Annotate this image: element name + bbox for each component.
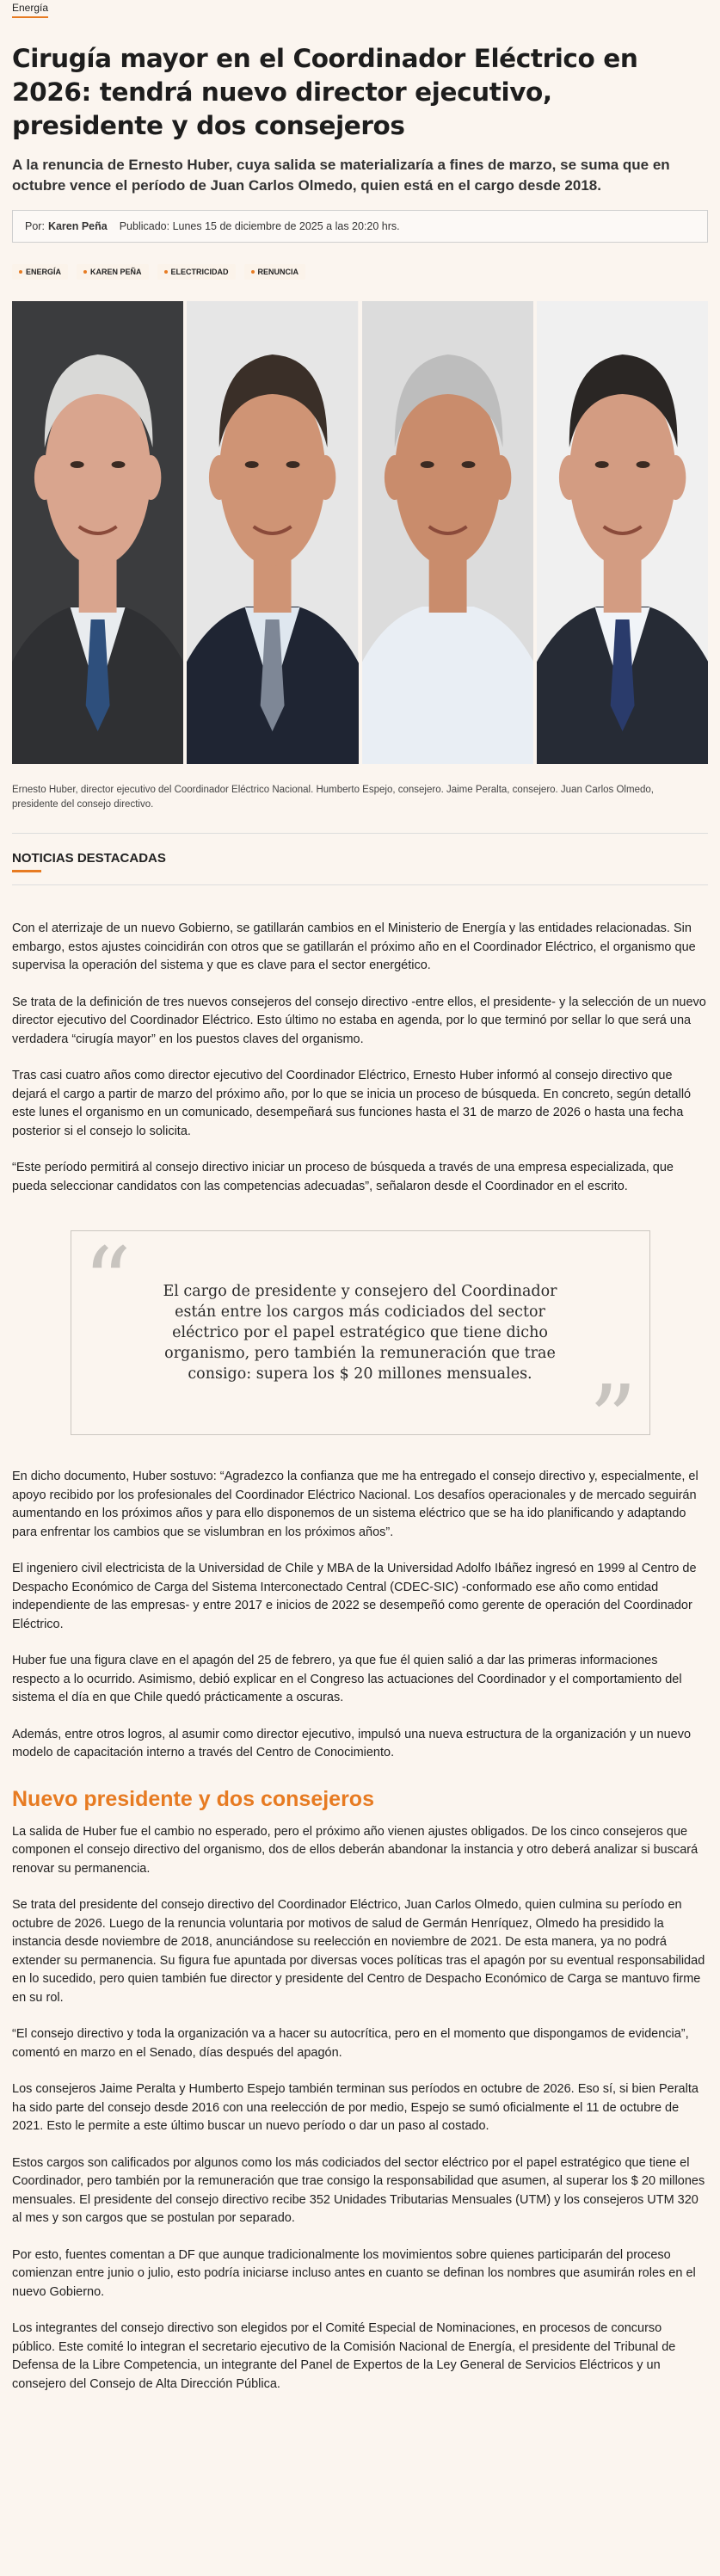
paragraph: Por esto, fuentes comentan a DF que aunque tradicionalmente los movimientos sobre quienes participarán del proceso comienzan entre junio o julio, esto podría iniciarse incluso antes en cuanto se definan los nombres que asumirán roles en el nuevo Gobierno.	[12, 2247, 696, 2299]
subheading: Nuevo presidente y dos consejeros	[12, 1786, 374, 1811]
article-body	[12, 920, 708, 1196]
lead-photo	[12, 301, 708, 764]
portrait-espejo	[187, 301, 358, 764]
byline	[12, 210, 708, 243]
tag-renuncia[interactable]	[244, 264, 306, 280]
author-link[interactable]: Karen Peña	[47, 220, 108, 232]
tag-label: ENERGÍA	[26, 268, 62, 276]
tag-dot-icon	[164, 270, 168, 274]
paragraph: La salida de Huber fue el cambio no esperado, pero el próximo año vienen ajustes obligados. De los cinco consejeros que componen el consejo directivo del organismo, dos de ellos deberán abandonar la instancia y otro deberá analizar si buscará renovar su permanencia.	[12, 1824, 698, 1876]
article-body	[12, 1823, 708, 2394]
tag-list	[12, 262, 708, 282]
close-quote-icon: ”	[588, 1365, 637, 1475]
paragraph: Los consejeros Jaime Peralta y Humberto Espejo también terminan sus períodos en octubre de 2026. Eso sí, si bien Peralta ha sido parte del consejo desde 2016 con una reelección de por medio, Espejo se sumó oficialmente el 11 de octubre de 2021. Esto le permite a este último buscar un nuevo período o dar un paso al costado.	[12, 2082, 698, 2133]
neck-shape	[428, 559, 466, 613]
tag-karen-pena[interactable]	[77, 264, 149, 280]
open-quote-icon: “	[83, 1227, 132, 1337]
portrait-olmedo	[537, 301, 708, 764]
tag-dot-icon	[251, 270, 255, 274]
paragraph: Estos cargos son calificados por algunos como los más codiciados del sector eléctrico por el papel estratégico que tiene el Coordinador, pero también por la remuneración que trae consigo la responsabilidad que asumen, al superar los $ 20 millones mensuales. El presidente del consejo directivo recibe 352 Unidades Tributarias Mensuales (UTM) y los consejeros UTM 320 al mes y son cargos que se postulan por separado.	[12, 2155, 705, 2225]
byline-label: Por:	[25, 220, 45, 232]
neck-shape	[79, 559, 117, 613]
portrait-peralta-image	[362, 301, 533, 764]
paragraph: Con el aterrizaje de un nuevo Gobierno, se gatillarán cambios en el Ministerio de Energía y las entidades relacionadas. Sin embargo, estos ajustes coincidirán con otros que se gatillarán el próximo año en el Coordinador Eléctrico, el organismo que supervisa la operación del sistema y que es clave para el sector energético.	[12, 921, 696, 972]
section-link[interactable]: Energía	[12, 2, 48, 18]
eye-shape	[461, 461, 475, 468]
pullquote	[71, 1227, 650, 1475]
tag-dot-icon	[19, 270, 22, 274]
paragraph: El ingeniero civil electricista de la Universidad de Chile y MBA de la Universidad Adolfo Ibáñez ingresó en 1999 al Centro de Despacho Económico de Carga del Sistema Interconectado Central (CDEC-SIC) -conformado ese año como entidad independiente de las empresas- y entre 2017 e inicios de 2022 se desempeñó como gerente de operación del Coordinador Eléctrico.	[12, 1562, 697, 1631]
highlights-underline	[12, 870, 41, 872]
portrait-olmedo-image	[537, 301, 708, 764]
pullquote-text: El cargo de presidente y consejero del Coordinador están entre los cargos más codiciados del sector eléctrico por el papel estratégico que tiene dicho organismo, pero también la remuneración que trae consigo: supera los $ 20 millones mensuales.	[163, 1283, 557, 1383]
tag-label: RENUNCIA	[257, 268, 299, 276]
highlights-link[interactable]: NOTICIAS DESTACADAS	[12, 851, 166, 866]
paragraph: Tras casi cuatro años como director ejecutivo del Coordinador Eléctrico, Ernesto Huber informó al consejo directivo que dejará el cargo a partir de marzo del próximo año, por lo que se inicia un proceso de búsqueda. En concreto, según detalló este lunes el organismo en un comunicado, desempeñará sus funciones hasta el 31 de marzo de 2026 o hasta una fecha posterior si el consejo lo solicita.	[12, 1069, 692, 1138]
eye-shape	[286, 461, 300, 468]
paragraph: En dicho documento, Huber sostuvo: “Agradezco la confianza que me ha entregado el consejo directivo y, especialmente, el apoyo recibido por los profesionales del Coordinador Eléctrico Nacional. Los desafíos operacionales y de mercado seguirán aumentando en los próximos años y para ello disponemos de un sistema eléctrico que se ha ido planificando y adaptando para enfrentar los cambios que se vislumbran en los próximos años”.	[12, 1470, 698, 1539]
tag-energia[interactable]	[12, 264, 68, 280]
eye-shape	[594, 461, 608, 468]
eye-shape	[420, 461, 434, 468]
portrait-peralta	[362, 301, 533, 764]
tag-label: ELECTRICIDAD	[170, 268, 229, 276]
portrait-huber-image	[12, 301, 183, 764]
divider	[12, 884, 708, 885]
tag-label: KAREN PEÑA	[90, 268, 142, 276]
paragraph: Se trata del presidente del consejo directivo del Coordinador Eléctrico, Juan Carlos Olmedo, quien culmina su período en octubre de 2026. Luego de la renuncia voluntaria por motivos de salud de Germán Henríquez, Olmedo ha presidido la instancia desde noviembre de 2018, anunciándose su reelección en noviembre de 2021. De esta manera, ya no podrá extender su permanencia. Su figura fue apuntada por diversas voces políticas tras el apagón por su eventual responsabilidad en lo sucedido, pero quien también fue director y presidente del Centro de Despacho Económico de Carga se mantuvo firme en su rol.	[12, 1898, 705, 2005]
eye-shape	[636, 461, 649, 468]
dek: A la renuncia de Ernesto Huber, cuya salida se materializaría a fines de marzo, se suma que en octubre vence el período de Juan Carlos Olmedo, quien está en el cargo desde 2018.	[12, 157, 670, 194]
portrait-espejo-image	[187, 301, 358, 764]
neck-shape	[603, 559, 641, 613]
eye-shape	[112, 461, 126, 468]
headline: Cirugía mayor en el Coordinador Eléctrico en 2026: tendrá nuevo director ejecutivo, presidente y dos consejeros	[12, 44, 638, 140]
paragraph: Los integrantes del consejo directivo son elegidos por el Comité Especial de Nominaciones, en procesos de concurso público. Este comité lo integran el secretario ejecutivo de la Comisión Nacional de Energía, el presidente del Tribunal de Defensa de la Libre Competencia, un integrante del Panel de Expertos de la Ley General de Servicios Eléctricos y un consejero del Consejo de Alta Dirección Pública.	[12, 2321, 676, 2391]
paragraph: Además, entre otros logros, al asumir como director ejecutivo, impulsó una nueva estructura de la organización y un nuevo modelo de capacitación interno a través del Centro de Conocimiento.	[12, 1727, 692, 1759]
paragraph: “El consejo directivo y toda la organización va a hacer su autocrítica, pero en el momento que dispongamos de evidencia”, comentó en marzo en el Senado, días después del apagón.	[12, 2027, 689, 2060]
neck-shape	[254, 559, 292, 613]
published-date: Publicado: Lunes 15 de diciembre de 2025 a las 20:20 hrs.	[119, 220, 400, 232]
paragraph: “Este período permitirá al consejo directivo iniciar un proceso de búsqueda a través de una empresa especializada, que pueda seleccionar candidatos con las competencias adecuadas”, señalaron desde el Coordinador en el escrito.	[12, 1161, 674, 1193]
tag-dot-icon	[83, 270, 87, 274]
paragraph: Se trata de la definición de tres nuevos consejeros del consejo directivo -entre ellos, el presidente- y la selección de un nuevo director ejecutivo del Coordinador Eléctrico. Esto último no estaba en agenda, por lo que terminó por sellar lo que será una verdadera “cirugía mayor” en los puestos claves del organismo.	[12, 995, 706, 1046]
portrait-huber	[12, 301, 183, 764]
eye-shape	[245, 461, 259, 468]
eye-shape	[71, 461, 84, 468]
paragraph: Huber fue una figura clave en el apagón del 25 de febrero, ya que fue él quien salió a dar las primeras informaciones respecto a lo ocurrido. Asimismo, debió explicar en el Congreso las actuaciones del Coordinador y el comportamiento del sistema el día en que Chile quedó prácticamente a oscuras.	[12, 1654, 682, 1704]
tag-electricidad[interactable]	[157, 264, 236, 280]
article-body	[12, 1468, 708, 1763]
divider	[12, 833, 708, 834]
photo-caption: Ernesto Huber, director ejecutivo del Coordinador Eléctrico Nacional. Humberto Espejo, consejero. Jaime Peralta, consejero. Juan Carlos Olmedo, presidente del consejo directivo.	[12, 785, 654, 810]
